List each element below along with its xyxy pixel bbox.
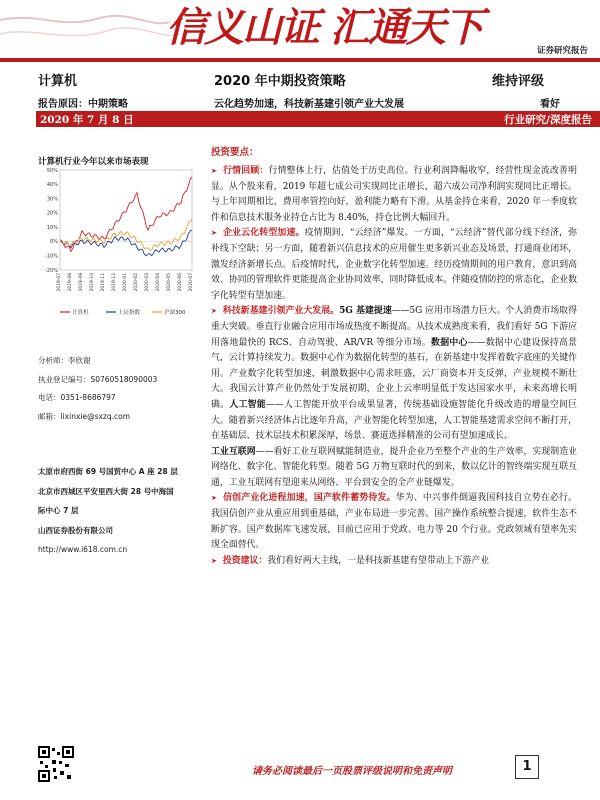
brand-slogan: 信义山证 汇通天下 [166, 5, 482, 51]
report-type: 行业研究/深度报告 [504, 114, 592, 126]
arrow-icon: ➤ [211, 494, 217, 503]
report-title: 2020 年中期投资策略 [214, 74, 346, 89]
rating-label: 维持评级 [492, 74, 545, 89]
legend-label: 计算机 [72, 310, 89, 316]
address-beijing-2: 际中心 7 层 [38, 506, 79, 515]
legend-label: 上证指数 [118, 310, 141, 316]
y-tick-label: -10% [45, 253, 58, 260]
para-cloud: ➤ 企业云化转型加速。疫情期间，“云经济”爆发。一方面，“云经济”替代部分线下经济，弥补线下空缺；另一方面，随着新兴信息技术的应用催生更多新兴业态及场景，打通商业闭环，激发经济新增长点。后疫情时代，企业数字化转型加速。经历疫情期间的用户教育，意识到高效、协同的管理软件更能提高企业协同效率，同时降低成本。伴随疫情防控的常态化，企业数字化转型有望加速。 [211, 228, 577, 301]
x-tick-label: 2019-07 [57, 273, 62, 292]
page-number: 1 [515, 755, 539, 779]
address-taiyuan: 太原市府西街 69 号国贸中心 A 座 28 层 [38, 467, 178, 476]
arrow-icon: ➤ [211, 229, 217, 238]
x-tick-label: 2019-10 [90, 273, 95, 292]
date-bar [36, 111, 600, 127]
report-reason: 报告原因：中期策略 [38, 99, 128, 110]
x-tick-label: 2020-04 [156, 273, 161, 292]
company-website[interactable]: http://www.i618.com.cn [38, 545, 128, 554]
legend-label: 沪深300 [164, 310, 186, 316]
x-tick-label: 2019-09 [79, 273, 84, 292]
x-tick-label: 2020-03 [145, 273, 150, 292]
company-name: 山西证券股份有限公司 [38, 526, 113, 535]
x-tick-label: 2020-01 [123, 273, 128, 292]
top-divider [0, 58, 600, 62]
x-tick-label: 2019-11 [101, 273, 106, 292]
report-tag: 证券研究报告 [536, 46, 588, 56]
y-tick-label: -20% [45, 267, 58, 274]
rating-value: 看好 [540, 99, 560, 110]
para-market-review: ➤ 行情回顾：行情整体上行，估值处于历史高位。行业利润降幅收窄，经营性现金流改善明显。从个股来看，2019 年超七成公司实现同比正增长，超六成公司净利润实现同比正增长。与上年同期相比，费用率管控向好，盈利能力略有下滑。从基金持仓来看，2020 年一季度软件和信息技术服务业持仓占比为 8.40%，持仓比例大幅回升。 [211, 166, 577, 223]
x-tick-label: 2020-07 [189, 273, 194, 292]
address-beijing-1: 北京市西城区平安里西大街 28 号中海国 [38, 487, 174, 496]
report-subtitle: 云化趋势加速，科技新基建引领产业大发展 [214, 99, 404, 110]
analyst-phone: 电话：0351-8686797 [38, 393, 116, 402]
para-xinchuang: ➤ 信创产业化进程加速，国产软件蓄势待发。华为、中兴事件倒逼我国科技自立势在必行。我国信创产业从重应用到重基础，产业布局进一步完善。国产操作系统整合提速，软件生态不断扩容。国产数据库飞速发展，目前已应用于党政、电力等 20 个行业。党政领域有望率先实现全面替代。 [211, 493, 578, 551]
x-tick-label: 2020-05 [167, 273, 172, 292]
brand-banner [0, 0, 600, 58]
y-tick-label: 40% [46, 182, 58, 189]
arrow-icon: ➤ [211, 556, 217, 565]
analyst-email[interactable]: 邮箱：lixinxie@sxzq.com [38, 412, 131, 421]
para-investment-advice: ➤ 投资建议：我们看好两大主线，一是科技新基建有望带动上下游产业 [211, 555, 490, 566]
x-tick-label: 2020-06 [178, 273, 183, 292]
x-tick-label: 2019-12 [112, 273, 117, 292]
disclaimer: 请务必阅读最后一页股票评级说明和免责声明 [252, 766, 452, 777]
analyst-reg: 执业登记编号：S0760518090003 [38, 375, 158, 384]
y-tick-label: 20% [46, 210, 58, 217]
x-tick-label: 2020-02 [134, 273, 139, 292]
qr-code-icon [38, 746, 74, 782]
x-tick-label: 2019-08 [68, 273, 73, 292]
y-tick-label: 0% [50, 239, 58, 246]
analyst-name: 分析师：李欣谢 [38, 356, 91, 365]
report-date: 2020 年 7 月 8 日 [40, 114, 134, 126]
arrow-icon: ➤ [211, 167, 217, 175]
para-new-infra: ➤ 科技新基建引领产业大发展。5G 基建提速——5G 应用市场潜力巨大。个人消费市场取得重大突破。垂直行业融合应用市场成热度不断提高。从技术成熟度来看，我们看好 5G 下游应用落地最快的 RCS、自动驾驶、AR/VR 等细分市场。数据中心——数据中心建设保持高景气，云计算持续发力。数据中心作为数据化转型的基石，在新基建中发挥着数字底座的关键作用。产业数字化转型加速，刺激数据中心需求旺盛，云厂商资本开支反弹，产业规模不断壮大。我国云计算产业仍然处于发展初期，企业上云率明显低于发达国家水平，未来高增长明确。人工智能——人工智能开放平台成果显著，传统基础设施智能化升级改造的增量空间巨大。随着新兴经济体占比逐年升高，产业智能化转型加速，人工智能基建需求空间不断打开，在基础层、技术层技术积累深厚，场景、赛道选择精准的公司有望加速成长。 [211, 306, 578, 442]
plot-frame [60, 170, 192, 270]
industry-name: 计算机 [38, 74, 78, 89]
series-line-3 [60, 219, 192, 250]
y-tick-label: 30% [46, 196, 58, 203]
y-tick-label: 10% [46, 224, 58, 231]
section-heading: 投资要点： [211, 147, 259, 158]
y-tick-label: 50% [46, 167, 58, 174]
arrow-icon: ➤ [211, 307, 217, 316]
investment-highlights [211, 164, 577, 569]
para-industrial-internet: 工业互联网——看好工业互联网赋能制造业，提升企业乃至整个产业的生产效率，实现制造业网络化、数字化、智能化转型。随着 5G 万物互联时代的到来，数以亿计的智终端实现互联互通，工业互联网有望迎来从网络、平台到安全的全产业链爆发。 [211, 446, 578, 488]
market-performance-chart [38, 166, 198, 316]
chart-title: 计算机行业今年以来市场表现 [38, 157, 149, 167]
